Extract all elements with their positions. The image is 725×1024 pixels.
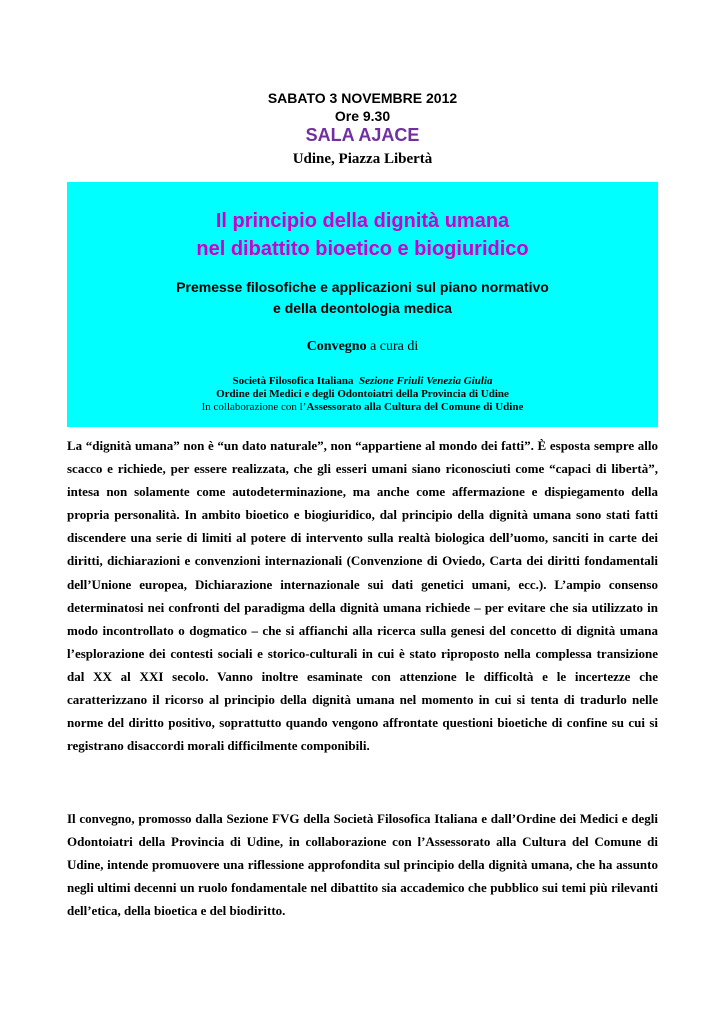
- organizer-3-prefix: In collaborazione con l’: [201, 401, 307, 413]
- title-banner: [67, 182, 658, 427]
- convegno-rest: a cura di: [366, 339, 419, 354]
- body-paragraph-2: Il convegno, promosso dalla Sezione FVG della Società Filosofica Italiana e dall’Ordine dei Medici e degli Odontoiatri della Provincia di Udine, in collaborazione con l’Assessorato alla Cultura del Comune di Udine, intende promuovere una riflessione approfondita sul principio della dignità umana, che ha assunto negli ultimi decenni un ruolo fondamentale nel dibattito sia accademico che pubblico sui temi più rilevanti dell’etica, della bioetica e del biodiritto.: [67, 811, 658, 919]
- event-place: Udine, Piazza Libertà: [292, 151, 433, 167]
- organizer-3-name: Assessorato alla Cultura del Comune di Udine: [306, 401, 524, 413]
- event-room: SALA AJACE: [305, 125, 420, 145]
- subtitle-line-2: e della deontologia medica: [273, 300, 452, 316]
- organizer-2: Ordine dei Medici e degli Odontoiatri della Provincia di Udine: [216, 388, 509, 400]
- title-line-1: Il principio della dignità umana: [215, 210, 510, 232]
- organizer-1-section: Sezione Friuli Venezia Giulia: [358, 375, 493, 387]
- body-paragraph-1: La “dignità umana” non è “un dato naturale”, non “appartiene al mondo dei fatti”. È esposta sempre allo scacco e richiede, per essere realizzata, che gli esseri umani siano riconosciuti come “capaci di libertà”, intesa non solamente come autodeterminazione, ma anche come affermazione e dispiegamento della propria personalità. In ambito bioetico e biogiuridico, dal principio della dignità umana sono stati fatti discendere una serie di limiti al potere di intervento sulla realtà biologica dell’uomo, sanciti in carte dei diritti, dichiarazioni e convenzioni internazionali (Convenzione di Oviedo, Carta dei diritti fondamentali dell’Unione europea, Dichiarazione internazionale sui dati genetici umani, ecc.). L’ampio consenso determinatosi nei confronti del paradigma della dignità umana richiede – per evitare che sia utilizzato in modo incontrollato o dogmatico – che si affianchi alla ricerca sulla genesi del concetto di dignità umana l’esplorazione dei contesti sociali e storico-culturali in cui è stato riproposto nella complessa transizione dal XX al XXI secolo. Vanno inoltre esaminate con attenzione le difficoltà e le incertezze che caratterizzano il ricorso al principio della dignità umana nel momento in cui si tenta di tradurlo nelle norme del diritto positivo, soprattutto quando vengono affrontate questioni bioetiche di confine su cui si registrano disaccordi morali difficilmente componibili.: [67, 438, 658, 754]
- event-time: Ore 9.30: [334, 108, 391, 124]
- convegno-line: [67, 339, 658, 355]
- organizer-1-name: Società Filosofica Italiana: [232, 375, 354, 387]
- convegno-label: Convegno: [306, 339, 367, 354]
- subtitle-line-1: Premesse filosofiche e applicazioni sul piano normativo: [176, 279, 549, 295]
- organizer-1: [67, 375, 658, 387]
- title-line-2: nel dibattito bioetico e biogiuridico: [196, 238, 529, 260]
- organizer-3: [67, 401, 658, 413]
- event-date: SABATO 3 NOVEMBRE 2012: [267, 90, 458, 106]
